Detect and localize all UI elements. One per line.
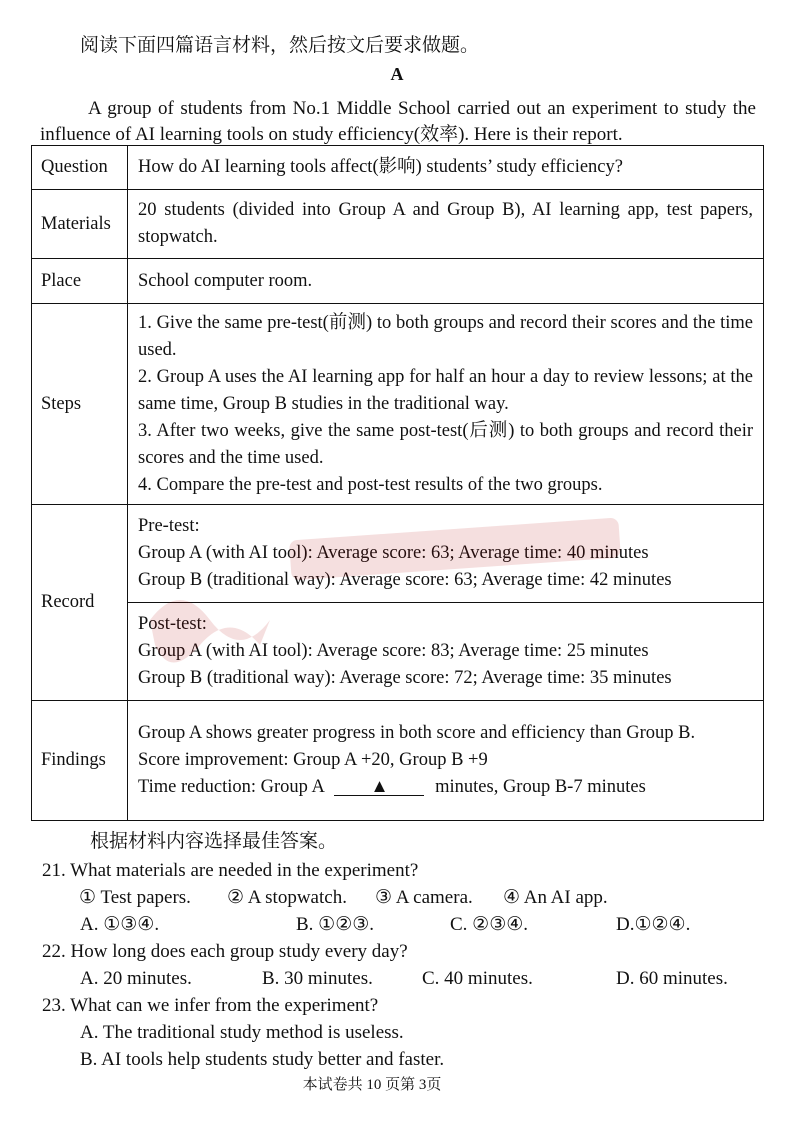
findings-line-3 [138,774,753,801]
record-label: Record [32,505,128,701]
q21-option-a[interactable]: A. ①③④. [80,914,160,935]
place-label: Place [32,259,128,304]
post-test-group-a: Group A (with AI tool): Average score: 83; Average time: 25 minutes [138,641,649,661]
q21-option-b[interactable]: B. ①②③. [296,914,375,935]
row-place [32,259,764,304]
question-text: How do AI learning tools affect(影响) students’ study efficiency? [128,146,764,190]
findings-label: Findings [32,701,128,821]
post-test-group-b: Group B (traditional way): Average score: 72; Average time: 35 minutes [138,668,672,688]
row-record [32,505,764,701]
row-findings [32,701,764,821]
q21-item: ① Test papers. [79,887,191,908]
question-21-stem: 21. What materials are needed in the experiment? [42,860,419,881]
question-label: Question [32,146,128,190]
q22-option-a[interactable]: A. 20 minutes. [80,968,192,989]
q23-option-b-row [80,1046,762,1073]
findings-line-3-start: Time reduction: Group A [138,777,324,797]
questions-heading: 根据材料内容选择最佳答案。 [90,831,338,852]
pre-test-title: Pre-test: [138,516,200,536]
place-text: School computer room. [128,259,764,304]
step-item: 1. Give the same pre-test(前测) to both groups and record their scores and the time used. [138,312,753,360]
row-question [32,146,764,190]
materials-text: 20 students (divided into Group A and Group B), AI learning app, test papers, stopwatch. [128,190,764,259]
q21-item: ③ A camera. [375,887,473,908]
q21-item: ② A stopwatch. [227,887,347,908]
q23-option-a[interactable]: A. The traditional study method is useless. [80,1022,404,1043]
triangle-marker-icon: ▲ [370,777,389,797]
post-test-block [138,603,753,700]
q21-item: ④ An AI app. [503,887,608,908]
steps-label: Steps [32,304,128,505]
step-item: 2. Group A uses the AI learning app for half an hour a day to review lessons; at the same time, Group B studies in the traditional way. [138,366,753,414]
row-materials [32,190,764,259]
question-21-options [80,911,762,938]
materials-label: Materials [32,190,128,259]
question-22-options [80,965,762,992]
findings-line-3-end: minutes, Group B-7 minutes [435,777,646,797]
page-footer [0,1073,794,1094]
q23-option-a-row [80,1019,762,1046]
steps-content [128,304,764,505]
section-instruction: 阅读下面四篇语言材料，然后按文后要求做题。 [80,35,480,56]
q22-option-c[interactable]: C. 40 minutes. [422,968,533,989]
record-content [128,505,764,701]
question-22-stem: 22. How long does each group study every day? [42,941,408,962]
pre-test-group-b: Group B (traditional way): Average score: 63; Average time: 42 minutes [138,570,672,590]
post-test-title: Post-test: [138,614,207,634]
findings-line-2: Score improvement: Group A +20, Group B +9 [138,750,488,770]
question-23-stem: 23. What can we infer from the experiment? [42,995,379,1016]
q22-option-b[interactable]: B. 30 minutes. [262,968,373,989]
q22-option-d[interactable]: D. 60 minutes. [616,968,728,989]
page-footer-text: 本试卷共 10 页第 3页 [302,1077,442,1093]
questions-section [42,826,762,1073]
passage-intro: A group of students from No.1 Middle School carried out an experiment to study the influence of AI learning tools on study efficiency(效率). Here is their report. [40,98,756,145]
answer-blank[interactable] [334,779,424,796]
step-item: 3. After two weeks, give the same post-test(后测) to both groups and record their scores and the time used. [138,420,753,468]
q21-option-c[interactable]: C. ②③④. [450,914,529,935]
q21-option-d[interactable]: D.①②④. [616,914,691,935]
experiment-report-table [31,145,764,821]
pre-test-group-a: Group A (with AI tool): Average score: 63; Average time: 40 minutes [138,543,649,563]
findings-content [128,701,764,821]
q23-option-b[interactable]: B. AI tools help students study better and faster. [80,1049,445,1070]
pre-test-block [138,505,753,602]
question-21-items [79,884,762,911]
passage-letter: A [390,64,404,84]
row-steps [32,304,764,505]
step-item: 4. Compare the pre-test and post-test results of the two groups. [138,474,603,495]
findings-line-1: Group A shows greater progress in both score and efficiency than Group B. [138,723,696,743]
